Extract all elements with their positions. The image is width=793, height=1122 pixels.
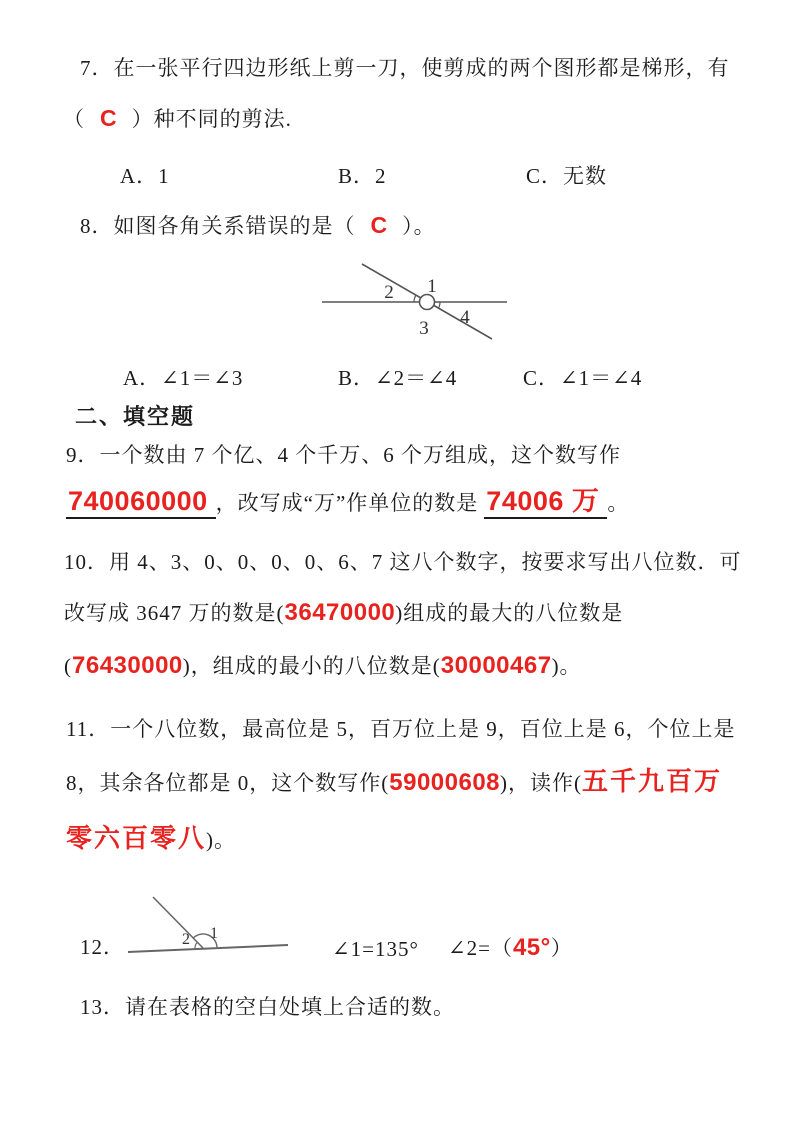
question-7-paren-open: （ (63, 107, 85, 131)
q12-angle-2-arc (195, 942, 197, 948)
q12-ray-line (153, 897, 203, 948)
question-10-answer-3: 30000467 (440, 652, 552, 679)
question-7-stem-line-2 (63, 104, 292, 134)
question-8-option-b: B．∠2＝∠4 (338, 366, 458, 390)
q8-angle-2-arc (414, 295, 416, 302)
question-10-l2-post: )组成的最大的八位数是 (395, 601, 624, 625)
q8-angle-4-arc (438, 302, 440, 309)
q12-angle-label-1: 1 (210, 925, 218, 942)
q8-angle-label-2: 2 (384, 282, 394, 303)
question-10-line-2 (64, 597, 623, 628)
question-11-line-2 (66, 765, 722, 799)
question-9-mid-text: ，改写成“万”作单位的数是 (215, 491, 479, 515)
q8-angle-label-4: 4 (460, 307, 470, 328)
question-8-option-c: C．∠1＝∠4 (523, 366, 643, 390)
question-7-stem-line-1 (80, 55, 730, 82)
question-8-angle-diagram (318, 252, 518, 357)
question-9-answer-1: 740060000 (66, 486, 216, 519)
question-7-answer: C (100, 105, 117, 131)
question-7-option-b: B．2 (338, 164, 387, 188)
question-8-option-a: A．∠1＝∠3 (123, 366, 244, 390)
q12-horizontal-line (128, 945, 288, 952)
question-12-angle-2-pre: ∠2=（ (448, 936, 513, 960)
question-12-angle-diagram (118, 892, 298, 962)
question-11-l3-post: )。 (206, 828, 237, 852)
question-11-line-3 (66, 822, 236, 856)
section-2-title: 二、填空题 (75, 404, 196, 429)
question-9-answer-2: 74006 万 (484, 486, 607, 519)
question-7-option-c: C．无数 (526, 164, 608, 188)
question-9-stem: 9．一个数由 7 个亿、4 个千万、6 个万组成，这个数写作 (66, 443, 621, 467)
question-12-angle-1-value: ∠1=135° (332, 937, 419, 961)
question-10-l2-pre: 改写成 3647 万的数是( (64, 601, 285, 625)
question-7-paren-close-text: ）种不同的剪法. (131, 107, 292, 131)
question-9-answer-line (66, 484, 629, 519)
question-11-stem-line-1: 11．一个八位数，最高位是 5，百万位上是 9，百位上是 6，个位上是 (66, 717, 736, 741)
question-12-angle-2-post: ） (550, 936, 573, 960)
question-13-stem: 13．请在表格的空白处填上合适的数。 (80, 995, 455, 1019)
question-12-number: 12． (80, 935, 125, 959)
question-11-answer-1: 59000608 (389, 769, 501, 796)
question-12-angle-2-line (448, 932, 573, 963)
question-8-answer: C (370, 212, 388, 238)
question-11-l2-mid: )，读作( (500, 771, 583, 795)
question-7-option-a: A．1 (120, 164, 170, 188)
question-8-text-post: ）。 (402, 214, 436, 238)
question-11-answer-2-part-1: 五千九百万 (582, 766, 723, 796)
q8-angle-label-1: 1 (427, 276, 437, 297)
question-10-answer-2: 76430000 (72, 652, 183, 679)
question-7-text: 7．在一张平行四边形纸上剪一刀，使剪成的两个图形都是梯形，有 (80, 56, 730, 80)
question-11-l2-pre: 8，其余各位都是 0，这个数写作( (66, 771, 390, 795)
q8-angle-label-3: 3 (419, 318, 429, 339)
q12-angle-label-2: 2 (182, 931, 190, 948)
question-10-answer-1: 36470000 (284, 599, 396, 626)
question-11-answer-2-part-2: 零六百零八 (66, 823, 207, 853)
question-10-l3-post: )。 (551, 654, 582, 678)
question-10-line-3 (64, 650, 582, 681)
question-8-text-pre: 8．如图各角关系错误的是（ (80, 214, 356, 238)
question-12-answer: 45° (512, 934, 551, 961)
question-10-l3-pre: ( (64, 654, 72, 678)
question-10-l3-mid: )，组成的最小的八位数是( (182, 654, 441, 678)
question-8-stem (80, 211, 436, 241)
question-9-end-punct: 。 (607, 491, 630, 515)
question-10-stem-line-1: 10．用 4、3、0、0、0、0、6、7 这八个数字，按要求写出八位数．可 (64, 550, 742, 574)
